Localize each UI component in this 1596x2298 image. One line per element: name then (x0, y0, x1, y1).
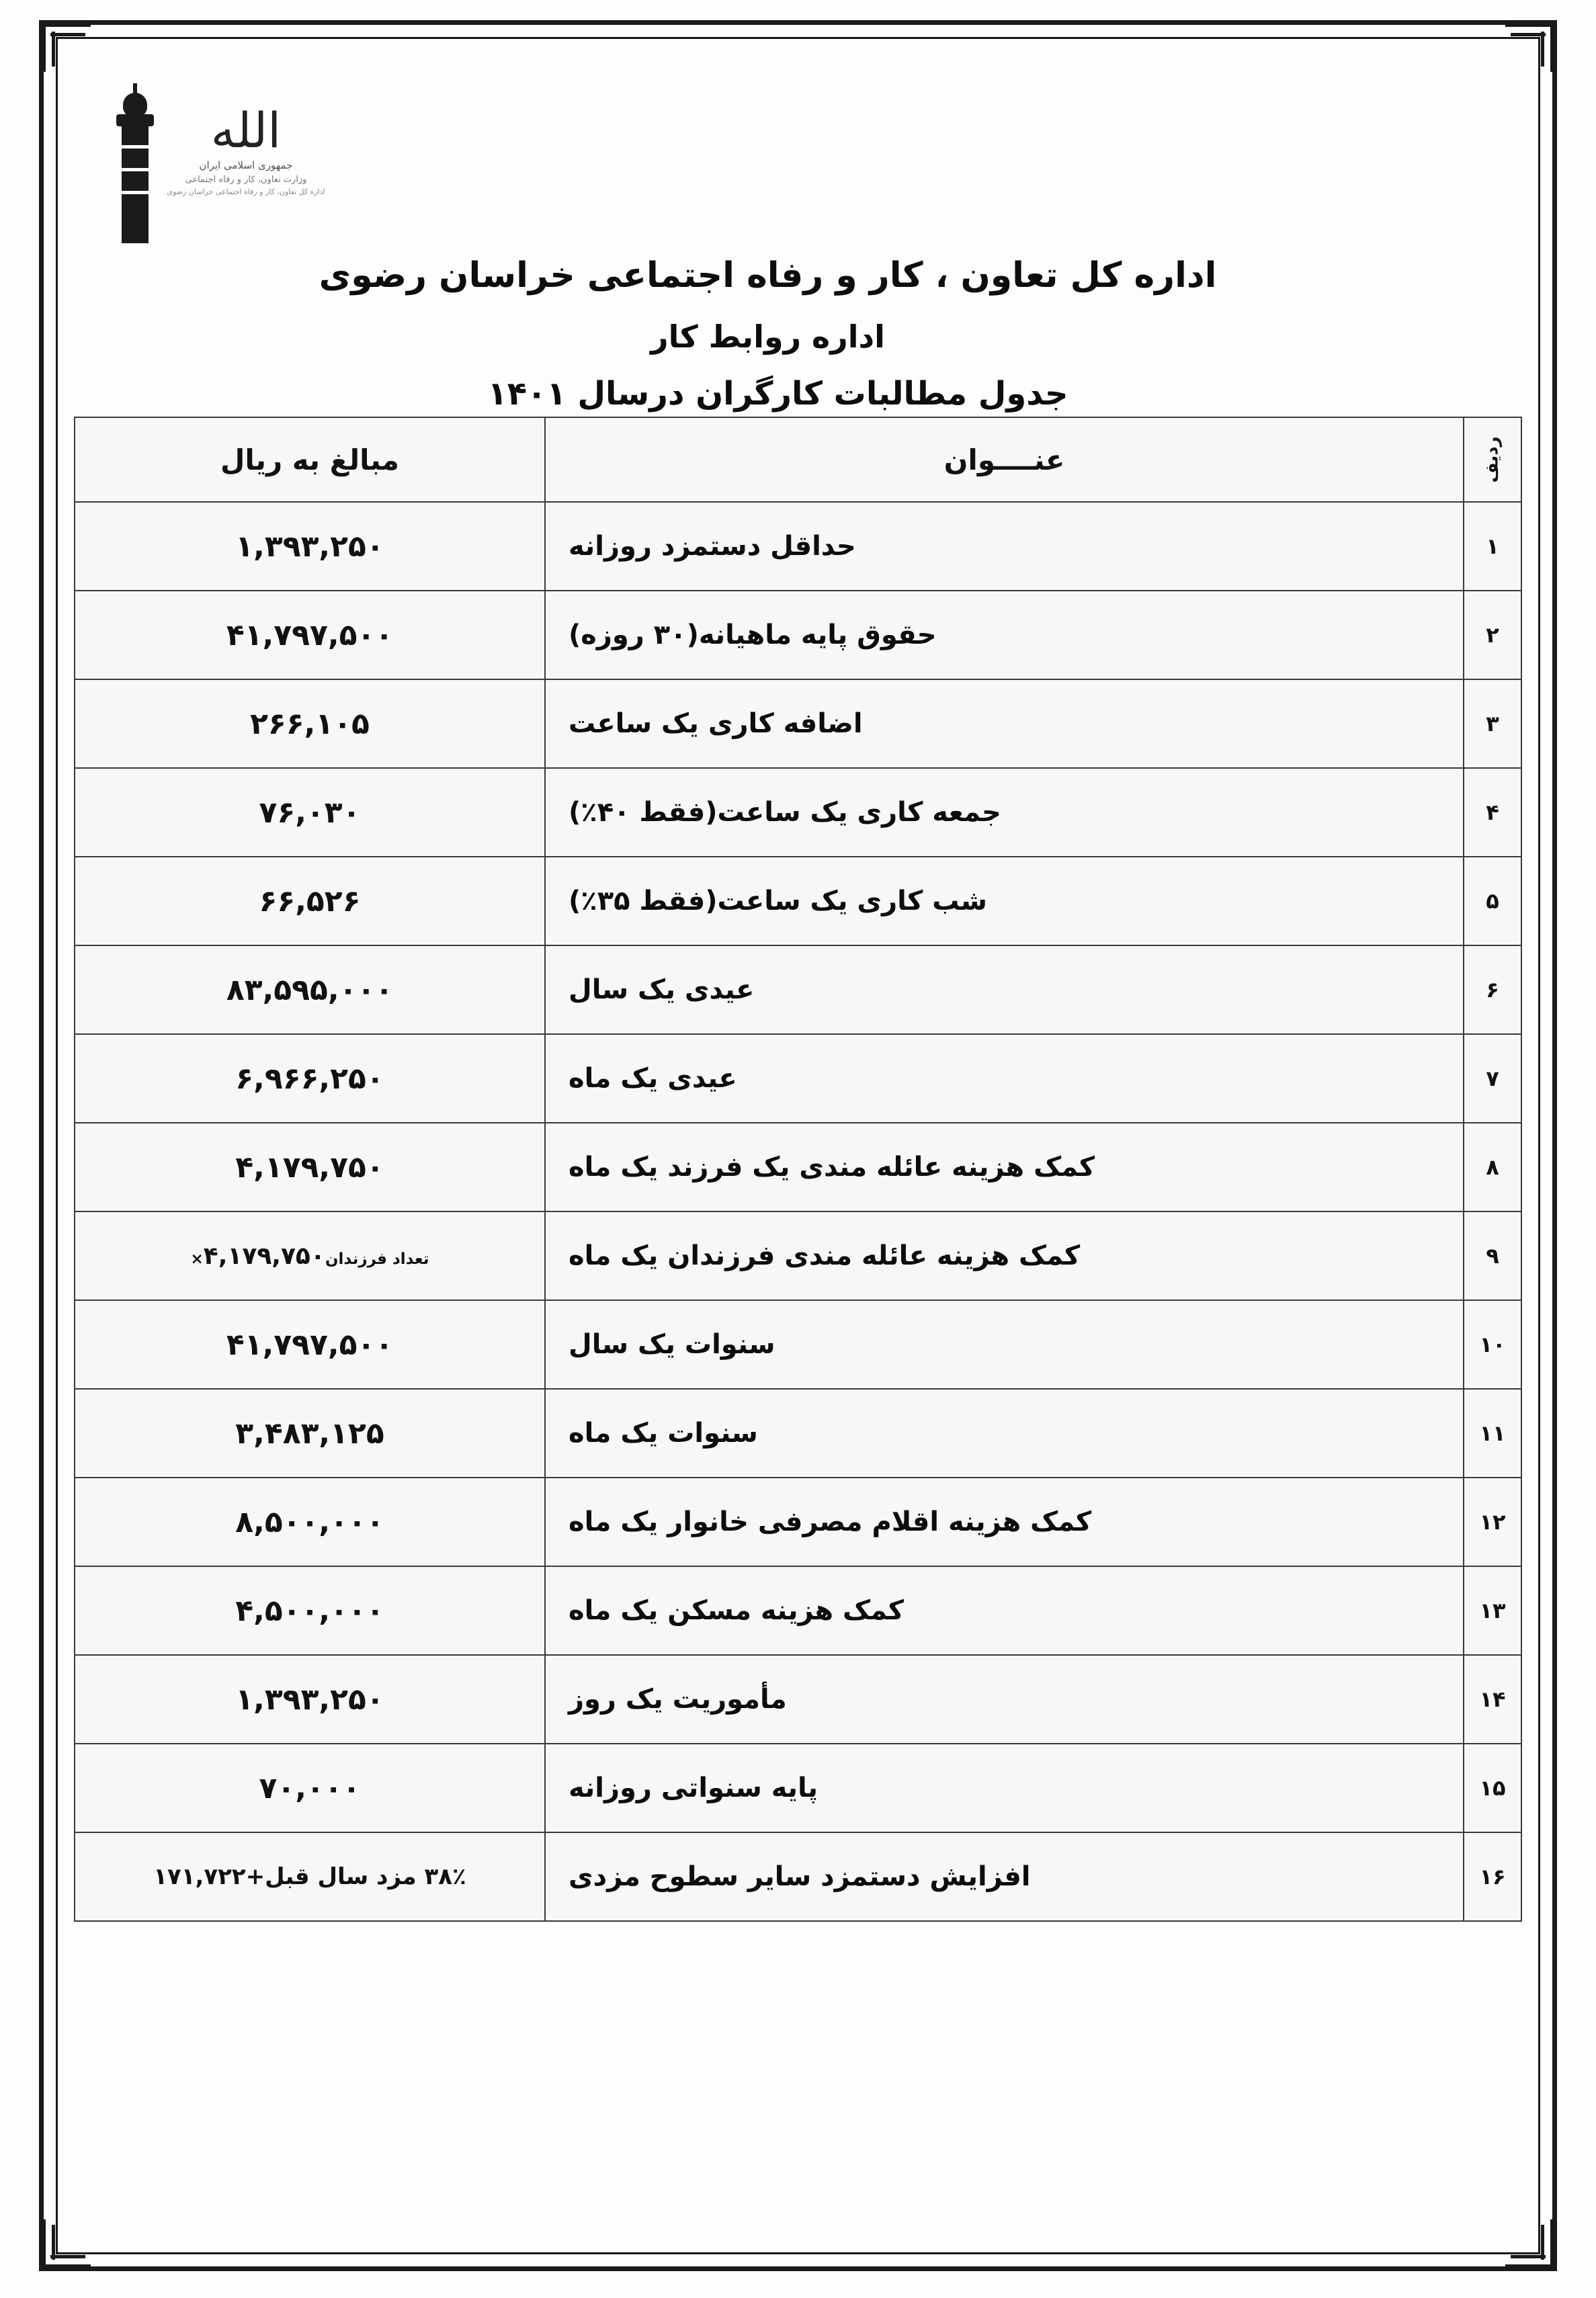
cell-row-number: ۴ (1464, 768, 1521, 857)
emblem-caption-line-3: اداره کل تعاون، کار و رفاه اجتماعی خراسان رضوی (167, 187, 325, 196)
table-row (75, 1744, 1521, 1832)
cell-title: پایه سنواتی روزانه (545, 1744, 1464, 1832)
emblem-caption-line-1: جمهوری اسلامی ایران (199, 159, 293, 171)
cell-title: حقوق پایه ماهیانه(۳۰ روزه) (545, 591, 1464, 679)
cell-title: شب کاری یک ساعت(فقط ۳۵٪) (545, 857, 1464, 945)
header-row-number-label: ردیف (1482, 436, 1503, 483)
table-row (75, 679, 1521, 768)
cell-amount: ۷۰,۰۰۰ (75, 1744, 545, 1832)
cell-title: حداقل دستمزد روزانه (545, 502, 1464, 591)
cell-title: کمک هزینه عائله مندی یک فرزند یک ماه (545, 1123, 1464, 1211)
table-row (75, 768, 1521, 857)
cell-row-number: ۱۰ (1464, 1300, 1521, 1389)
table-row (75, 1566, 1521, 1655)
table-row (75, 1655, 1521, 1744)
cell-title: عیدی یک ماه (545, 1034, 1464, 1123)
cell-title: جمعه کاری یک ساعت(فقط ۴۰٪) (545, 768, 1464, 857)
cell-title: کمک هزینه مسکن یک ماه (545, 1566, 1464, 1655)
cell-amount: ۶۶,۵۲۶ (75, 857, 545, 945)
cell-row-number: ۱۶ (1464, 1832, 1521, 1921)
cell-amount (75, 1211, 545, 1300)
cell-amount: ۴۱,۷۹۷,۵۰۰ (75, 591, 545, 679)
cell-amount: ۱,۳۹۳,۲۵۰ (75, 1655, 545, 1744)
cell-title: عیدی یک سال (545, 945, 1464, 1034)
cell-row-number: ۷ (1464, 1034, 1521, 1123)
cell-amount: ۸۳,۵۹۵,۰۰۰ (75, 945, 545, 1034)
table-row (75, 1123, 1521, 1211)
cell-amount: ۴,۵۰۰,۰۰۰ (75, 1566, 545, 1655)
table-row (75, 1389, 1521, 1478)
minaret-icon (111, 87, 159, 242)
emblem-caption-line-2: وزارت تعاون، کار و رفاه اجتماعی (185, 174, 307, 185)
cell-row-number: ۶ (1464, 945, 1521, 1034)
page-title: جدول مطالبات کارگران درسال ۱۴۰۱ (487, 375, 1068, 413)
header-amount: مبالغ به ریال (75, 417, 545, 502)
document-headings (101, 255, 1495, 413)
claims-table (74, 417, 1522, 1922)
cell-amount: ۷۶,۰۳۰ (75, 768, 545, 857)
cell-row-number: ۱۴ (1464, 1655, 1521, 1744)
emblem-glyph: الله (210, 102, 282, 159)
table-row (75, 1832, 1521, 1921)
table-row (75, 1034, 1521, 1123)
cell-row-number: ۲ (1464, 591, 1521, 679)
national-emblem-icon (165, 102, 327, 196)
claims-table-container (74, 417, 1522, 1922)
cell-title: سنوات یک سال (545, 1300, 1464, 1389)
header-row-number (1464, 417, 1521, 502)
cell-amount: ۳,۴۸۳,۱۲۵ (75, 1389, 545, 1478)
cell-amount-note: ×تعداد فرزندان (190, 1250, 429, 1268)
table-row (75, 945, 1521, 1034)
cell-row-number: ۱۲ (1464, 1478, 1521, 1566)
cell-row-number: ۸ (1464, 1123, 1521, 1211)
cell-row-number: ۱ (1464, 502, 1521, 591)
cell-row-number: ۱۳ (1464, 1566, 1521, 1655)
cell-amount: ۳۸٪ مزد سال قبل+۱۷۱,۷۲۲ (75, 1832, 545, 1921)
cell-title: مأموریت یک روز (545, 1655, 1464, 1744)
cell-title: سنوات یک ماه (545, 1389, 1464, 1478)
table-row (75, 1211, 1521, 1300)
cell-row-number: ۱۱ (1464, 1389, 1521, 1478)
table-row (75, 591, 1521, 679)
cell-row-number: ۵ (1464, 857, 1521, 945)
table-body (75, 502, 1521, 1921)
cell-title: افزایش دستمزد سایر سطوح مزدی (545, 1832, 1464, 1921)
cell-amount: ۱,۳۹۳,۲۵۰ (75, 502, 545, 591)
organization-title: اداره کل تعاون ، کار و رفاه اجتماعی خراسان رضوی (319, 255, 1217, 296)
table-row (75, 1300, 1521, 1389)
cell-amount: ۲۶۶,۱۰۵ (75, 679, 545, 768)
cell-amount: ۴,۱۷۹,۷۵۰ (75, 1123, 545, 1211)
document-content (74, 54, 1522, 2244)
header-title: عنــــوان (545, 417, 1464, 502)
table-header-row (75, 417, 1521, 502)
table-row (75, 502, 1521, 591)
cell-amount-value: ۴,۱۷۹,۷۵۰ (203, 1242, 325, 1270)
cell-row-number: ۱۵ (1464, 1744, 1521, 1832)
cell-title: کمک هزینه عائله مندی فرزندان یک ماه (545, 1211, 1464, 1300)
letterhead-emblem (101, 81, 410, 255)
table-row (75, 857, 1521, 945)
cell-title: اضافه کاری یک ساعت (545, 679, 1464, 768)
cell-row-number: ۹ (1464, 1211, 1521, 1300)
cell-amount: ۴۱,۷۹۷,۵۰۰ (75, 1300, 545, 1389)
cell-row-number: ۳ (1464, 679, 1521, 768)
cell-amount: ۶,۹۶۶,۲۵۰ (75, 1034, 545, 1123)
cell-amount: ۸,۵۰۰,۰۰۰ (75, 1478, 545, 1566)
department-title: اداره روابط کار (650, 318, 885, 355)
table-header (75, 417, 1521, 502)
cell-title: کمک هزینه اقلام مصرفی خانوار یک ماه (545, 1478, 1464, 1566)
table-row (75, 1478, 1521, 1566)
